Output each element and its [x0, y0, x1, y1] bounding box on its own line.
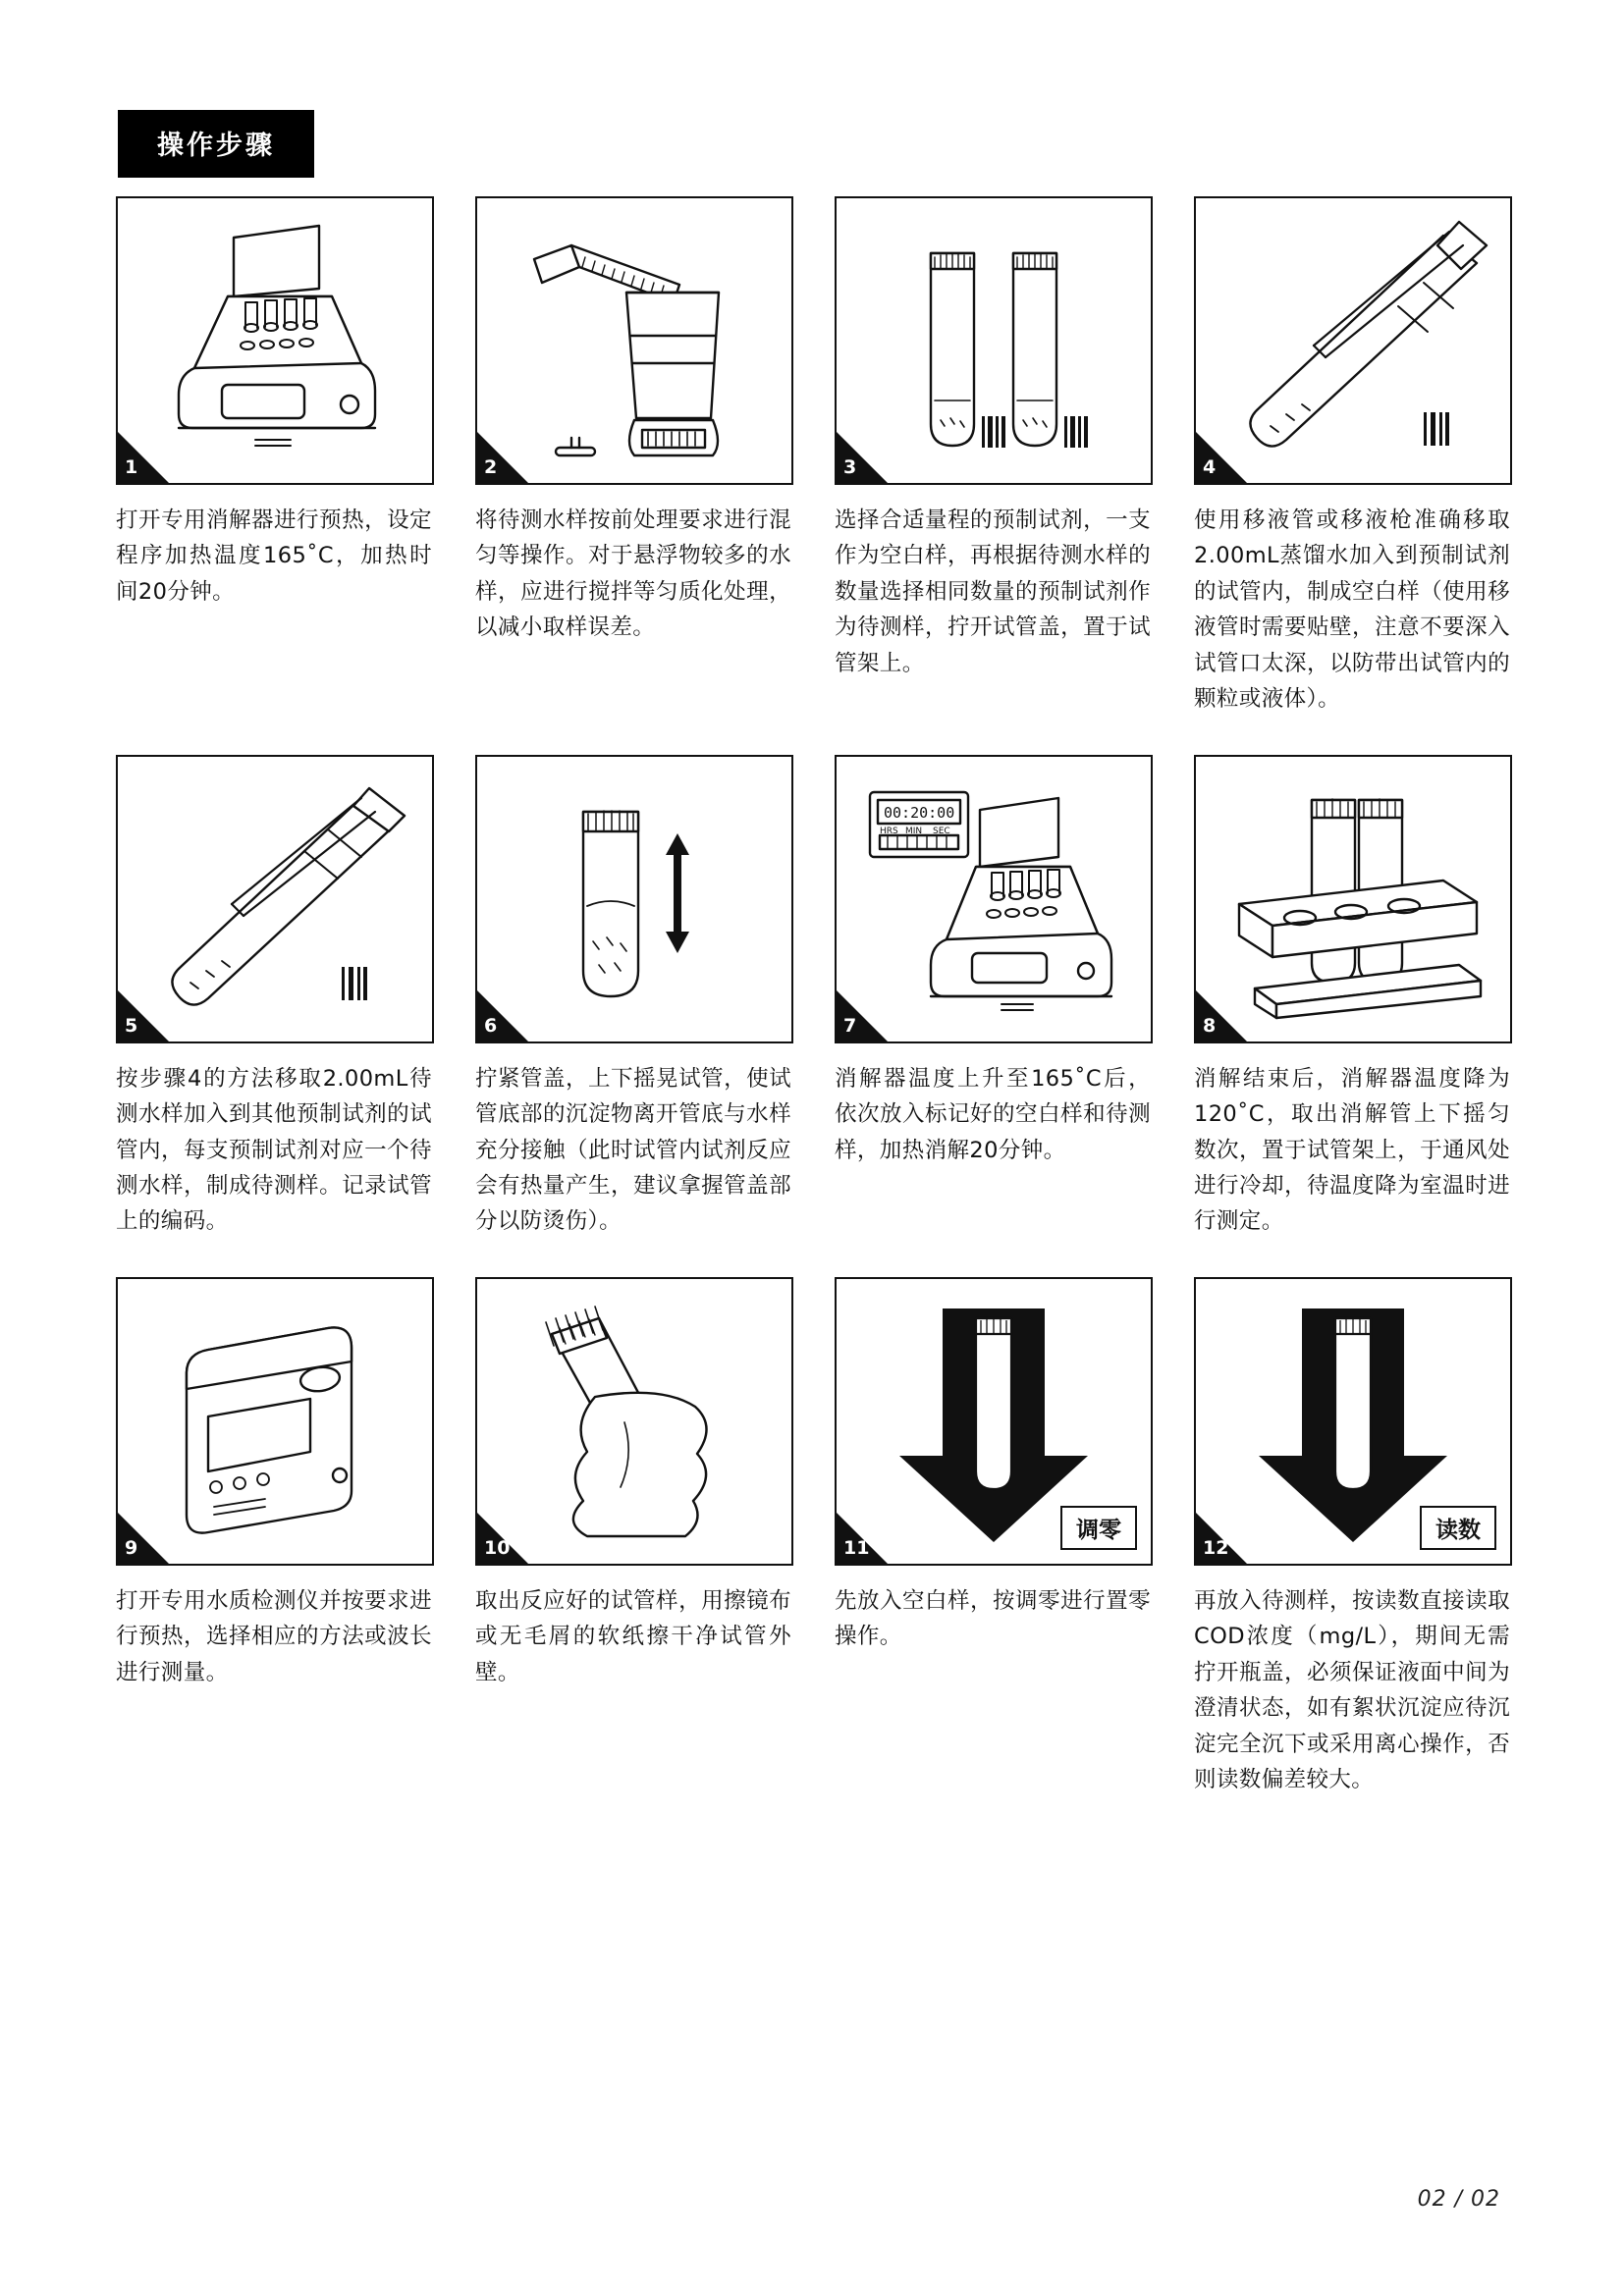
step-cell — [835, 196, 1159, 718]
read-button-badge[interactable]: 读数 — [1420, 1506, 1496, 1550]
step-cell — [835, 1277, 1159, 1798]
step-caption: 打开专用消解器进行预热，设定程序加热温度165˚C，加热时间20分钟。 — [116, 507, 432, 605]
timer-display: 00:20:00 — [884, 803, 955, 822]
step-caption: 先放入空白样，按调零进行置零操作。 — [835, 1587, 1151, 1650]
step-number: 3 — [843, 456, 857, 478]
step-figure — [116, 1277, 434, 1566]
step-cell — [116, 1277, 440, 1798]
step-caption: 选择合适量程的预制试剂，一支作为空白样，再根据待测水样的数量选择相同数量的预制试剂作为待测样，拧开试管盖，置于试管架上。 — [835, 507, 1151, 676]
step-number: 10 — [484, 1536, 511, 1559]
section-title: 操作步骤 — [157, 131, 275, 161]
step-number: 7 — [843, 1014, 857, 1037]
step-cell — [116, 755, 440, 1240]
step-caption: 将待测水样按前处理要求进行混匀等操作。对于悬浮物较多的水样，应进行搅拌等匀质化处理，以减小取样误差。 — [475, 507, 791, 641]
step-figure — [835, 1277, 1153, 1566]
step-figure — [1194, 755, 1512, 1043]
step-number: 11 — [843, 1536, 870, 1559]
up-down-arrow-icon — [666, 833, 689, 953]
step-number: 9 — [125, 1536, 138, 1559]
step-caption: 打开专用水质检测仪并按要求进行预热，选择相应的方法或波长进行测量。 — [116, 1587, 432, 1685]
step-number: 8 — [1203, 1014, 1217, 1037]
step-caption: 再放入待测样，按读数直接读取COD浓度（mg/L），期间无需拧开瓶盖，必须保证液面中间为澄清状态，如有絮状沉淀应待沉淀完全沉下或采用离心操作，否则读数偏差较大。 — [1194, 1587, 1510, 1792]
step-caption: 消解器温度上升至165˚C后，依次放入标记好的空白样和待测样，加热消解20分钟。 — [835, 1065, 1151, 1163]
step-figure — [116, 755, 434, 1043]
step-number: 1 — [125, 456, 138, 478]
step-figure — [475, 755, 793, 1043]
step-figure — [116, 196, 434, 485]
step-cell — [116, 196, 440, 718]
step-caption: 拧紧管盖，上下摇晃试管，使试管底部的沉淀物离开管底与水样充分接触（此时试管内试剂反应会有热量产生，建议拿握管盖部分以防烫伤）。 — [475, 1065, 791, 1235]
timer-label-hrs: HRS — [880, 826, 898, 836]
step-figure — [1194, 1277, 1512, 1566]
step-cell — [835, 755, 1159, 1240]
step-figure — [475, 196, 793, 485]
step-caption: 按步骤4的方法移取2.00mL待测水样加入到其他预制试剂的试管内，每支预制试剂对应一个待测水样，制成待测样。记录试管上的编码。 — [116, 1065, 432, 1235]
step-figure — [835, 196, 1153, 485]
step-cell — [1194, 1277, 1518, 1798]
step-cell — [1194, 196, 1518, 718]
step-caption: 消解结束后，消解器温度降为120˚C，取出消解管上下摇匀数次，置于试管架上，于通风处进行冷却，待温度降为室温时进行测定。 — [1194, 1065, 1510, 1235]
step-figure — [1194, 196, 1512, 485]
page-number: 02 / 02 — [1417, 2187, 1500, 2212]
timer-label-sec: SEC — [933, 826, 950, 836]
step-figure — [835, 755, 1153, 1043]
zero-button-badge[interactable]: 调零 — [1060, 1506, 1137, 1550]
step-caption: 取出反应好的试管样，用擦镜布或无毛屑的软纸擦干净试管外壁。 — [475, 1587, 791, 1685]
timer-label-min: MIN — [905, 826, 923, 836]
step-number: 4 — [1203, 456, 1217, 478]
step-caption: 使用移液管或移液枪准确移取2.00mL蒸馏水加入到预制试剂的试管内，制成空白样（使用移液管时需要贴壁，注意不要深入试管口太深，以防带出试管内的颗粒或液体）。 — [1194, 507, 1510, 713]
step-cell — [475, 1277, 799, 1798]
step-number: 6 — [484, 1014, 498, 1037]
step-cell — [1194, 755, 1518, 1240]
section-header — [118, 110, 314, 178]
step-cell — [475, 196, 799, 718]
step-number: 5 — [125, 1014, 138, 1037]
steps-grid — [116, 196, 1510, 1797]
step-cell — [475, 755, 799, 1240]
step-number: 2 — [484, 456, 498, 478]
step-number: 12 — [1203, 1536, 1229, 1559]
step-figure — [475, 1277, 793, 1566]
